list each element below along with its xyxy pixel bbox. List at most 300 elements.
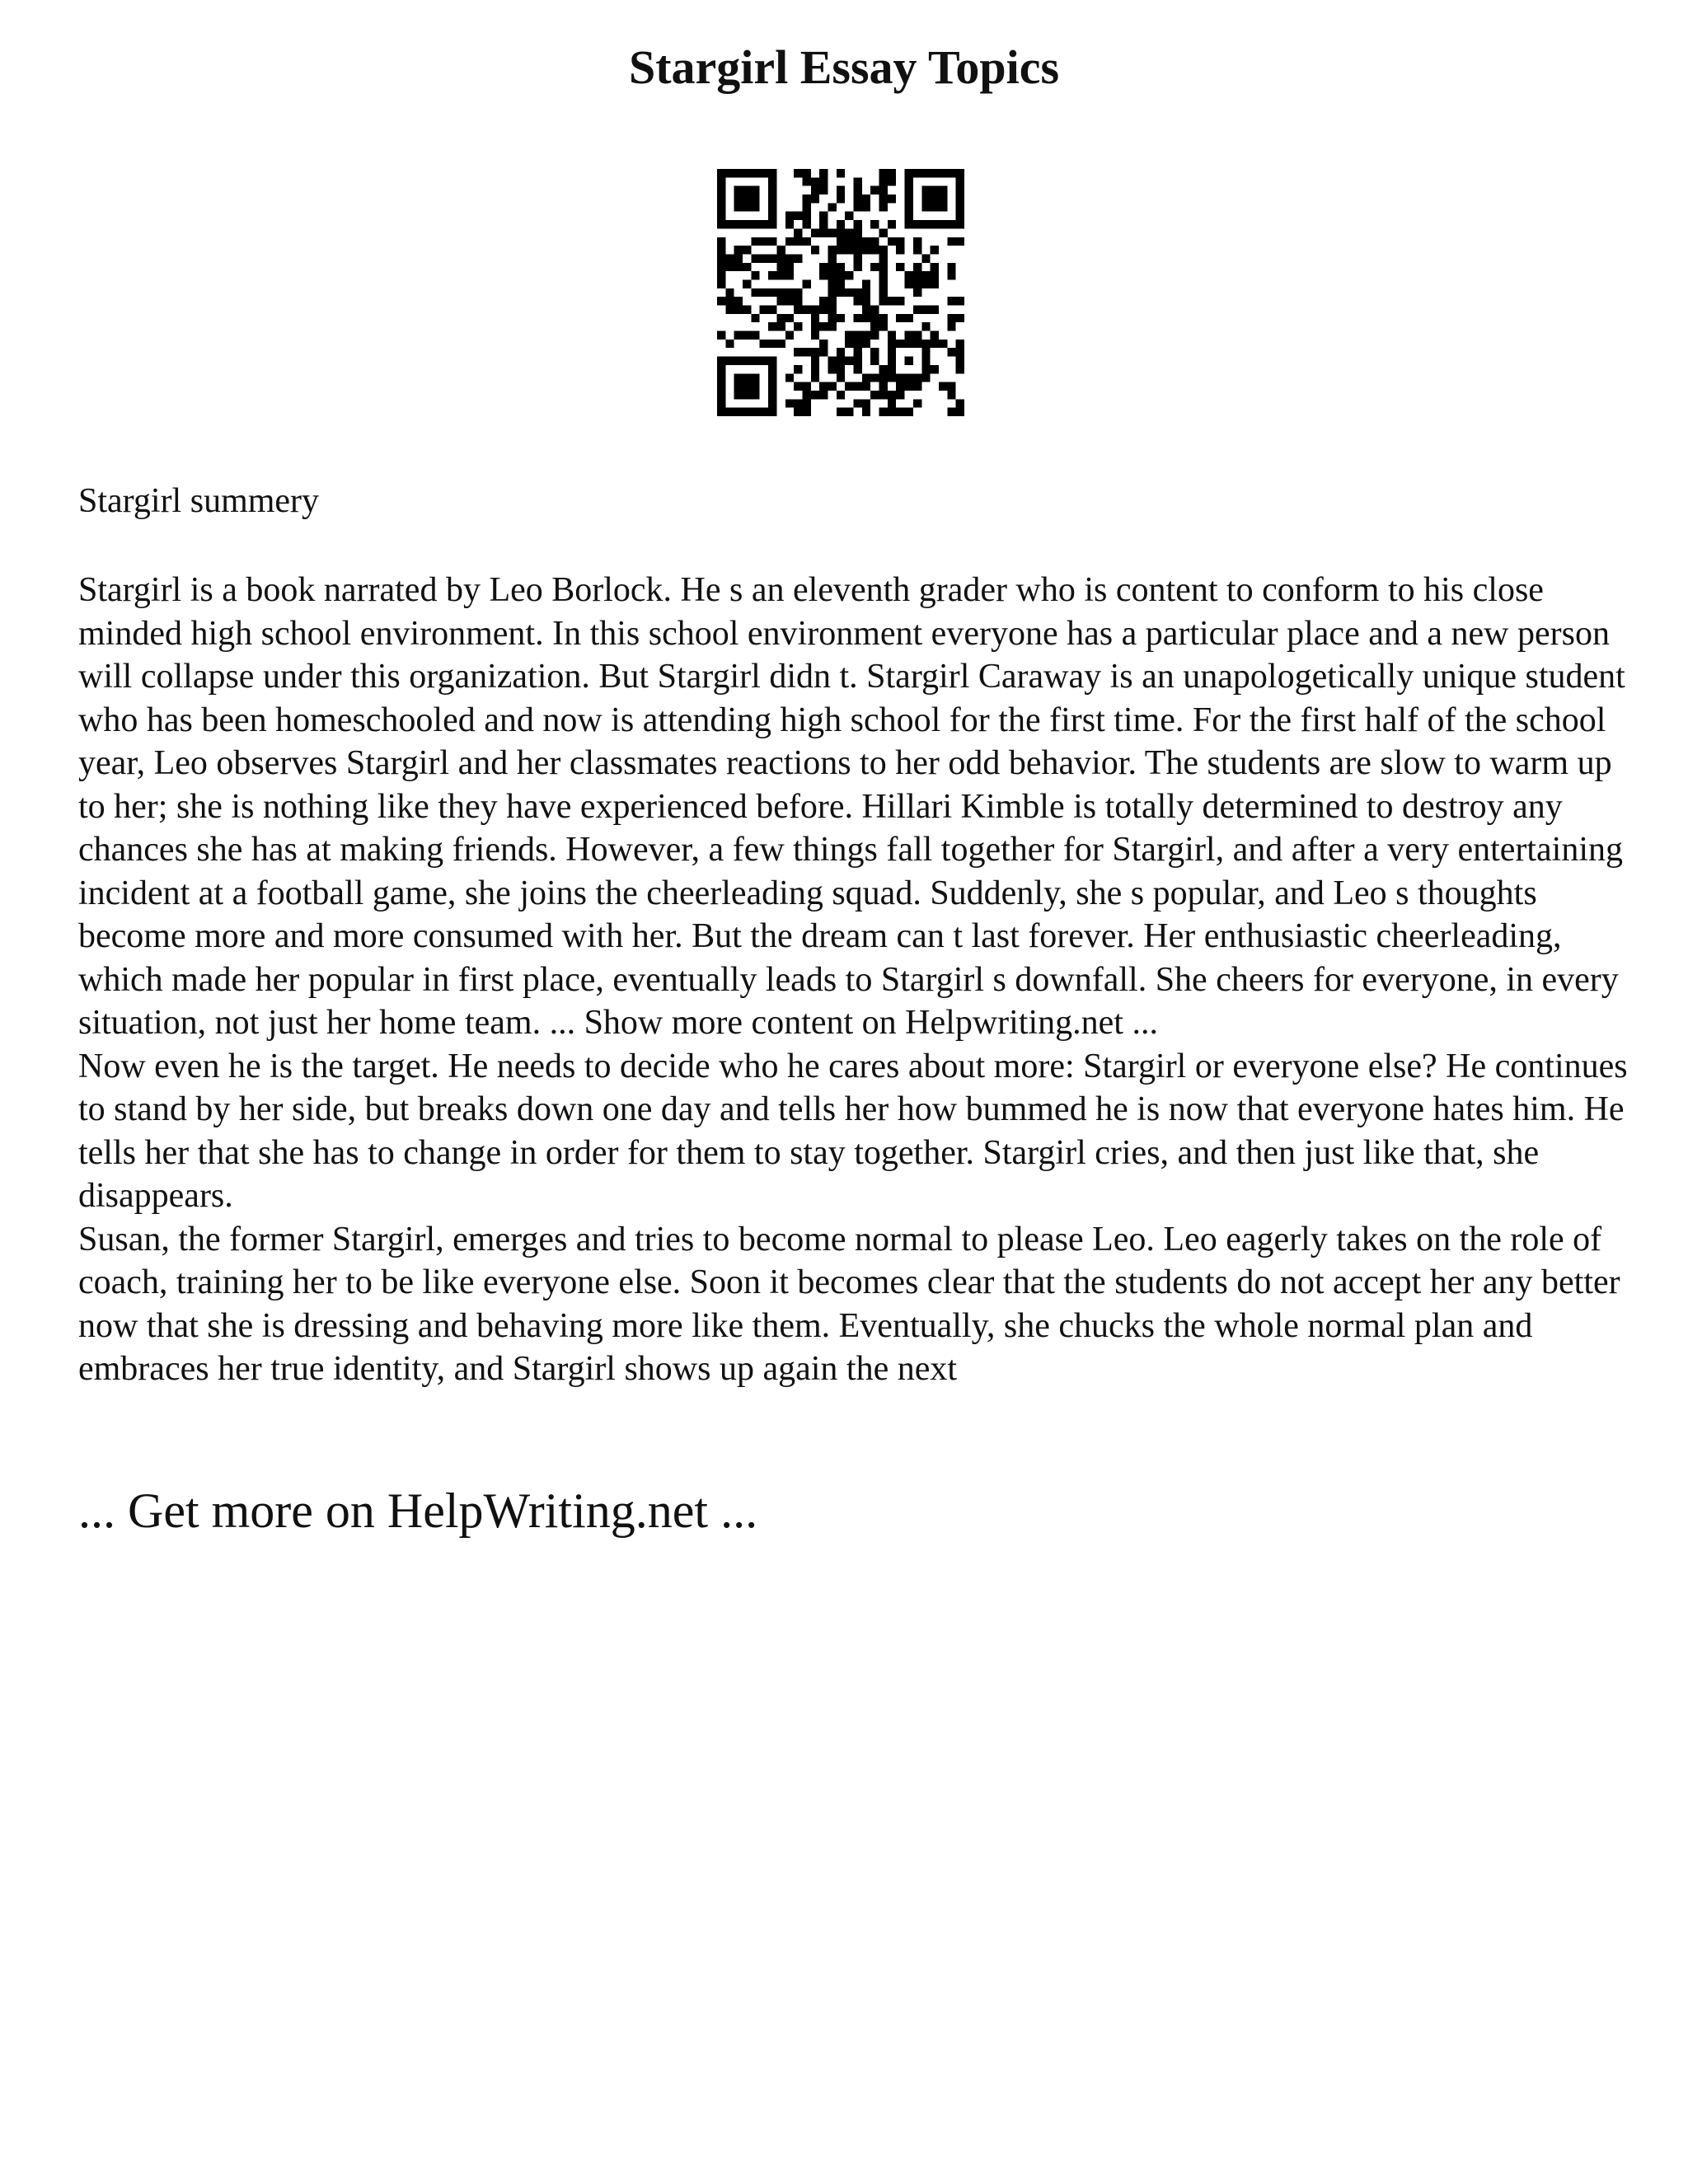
qr-module [837, 228, 845, 237]
qr-module [785, 297, 794, 305]
qr-module [794, 322, 802, 330]
qr-module [905, 331, 913, 340]
qr-module [811, 186, 819, 194]
qr-module [888, 399, 896, 407]
qr-module [743, 279, 751, 288]
qr-module [947, 314, 955, 322]
qr-module [734, 373, 743, 382]
qr-module [785, 212, 794, 220]
qr-module [913, 399, 921, 407]
qr-module [905, 220, 913, 228]
qr-module [913, 340, 921, 348]
qr-module [913, 288, 921, 297]
qr-module [862, 306, 870, 314]
qr-module [879, 246, 888, 254]
qr-module [768, 203, 776, 211]
qr-module [785, 331, 794, 340]
qr-module [837, 348, 845, 356]
qr-module [828, 382, 836, 391]
qr-module [725, 263, 734, 271]
qr-module [879, 365, 888, 373]
essay-body [78, 569, 1628, 1391]
qr-module [794, 399, 802, 407]
qr-module [811, 228, 819, 237]
qr-module [760, 408, 768, 416]
qr-module [751, 331, 759, 340]
qr-module [862, 331, 870, 340]
qr-module [854, 263, 862, 271]
qr-module [734, 246, 743, 254]
qr-module [921, 194, 930, 203]
qr-module [768, 306, 776, 314]
qr-module [717, 279, 725, 288]
qr-module [751, 237, 759, 246]
qr-module [879, 169, 888, 177]
qr-module [845, 288, 853, 297]
qr-module [956, 399, 964, 407]
qr-module [939, 220, 947, 228]
qr-module [947, 382, 955, 391]
qr-module [760, 340, 768, 348]
qr-module [802, 169, 810, 177]
qr-module [785, 271, 794, 279]
qr-module [768, 194, 776, 203]
qr-module [785, 254, 794, 262]
qr-module [768, 186, 776, 194]
qr-module [905, 279, 913, 288]
qr-module [751, 357, 759, 365]
qr-module [751, 169, 759, 177]
qr-module [819, 297, 828, 305]
qr-module [717, 391, 725, 399]
qr-module [743, 391, 751, 399]
qr-module [956, 365, 964, 373]
qr-module [743, 357, 751, 365]
qr-module [888, 340, 896, 348]
qr-module [888, 365, 896, 373]
qr-module [896, 340, 904, 348]
qr-module [717, 194, 725, 203]
qr-module [743, 408, 751, 416]
qr-module [870, 314, 879, 322]
qr-module [811, 177, 819, 185]
qr-module [854, 340, 862, 348]
qr-module [837, 246, 845, 254]
qr-module [854, 186, 862, 194]
qr-module [870, 186, 879, 194]
qr-module [811, 365, 819, 373]
qr-module [776, 340, 785, 348]
qr-module [751, 382, 759, 391]
qr-module [896, 382, 904, 391]
qr-module [785, 399, 794, 407]
qr-module [905, 169, 913, 177]
qr-module [811, 246, 819, 254]
qr-module [725, 306, 734, 314]
qr-module [837, 169, 845, 177]
qr-module [794, 306, 802, 314]
qr-module [845, 382, 853, 391]
qr-module [743, 194, 751, 203]
qr-module [870, 373, 879, 382]
qr-module [931, 306, 939, 314]
qr-module [819, 391, 828, 399]
qr-module [837, 314, 845, 322]
qr-module [956, 340, 964, 348]
qr-module [854, 194, 862, 203]
qr-module [819, 382, 828, 391]
qr-module [913, 263, 921, 271]
qr-module [828, 306, 836, 314]
qr-module [819, 177, 828, 185]
qr-module [717, 271, 725, 279]
qr-module [931, 331, 939, 340]
qr-module [794, 212, 802, 220]
qr-module [921, 203, 930, 211]
qr-module [896, 297, 904, 305]
qr-module [776, 322, 785, 330]
qr-module [794, 297, 802, 305]
qr-module [776, 314, 785, 322]
qr-module [768, 212, 776, 220]
qr-module [913, 246, 921, 254]
qr-module [828, 271, 836, 279]
qr-module [905, 212, 913, 220]
qr-module [956, 237, 964, 246]
qr-module [854, 365, 862, 373]
qr-module [743, 203, 751, 211]
qr-module [734, 391, 743, 399]
qr-module [717, 220, 725, 228]
qr-module [854, 203, 862, 211]
qr-module [845, 271, 853, 279]
qr-module [717, 177, 725, 185]
qr-module [870, 357, 879, 365]
qr-module [717, 186, 725, 194]
qr-module [794, 237, 802, 246]
qr-module [879, 382, 888, 391]
qr-module [734, 382, 743, 391]
qr-module [879, 297, 888, 305]
qr-module [956, 186, 964, 194]
get-more-link[interactable]: ... Get more on HelpWriting.net ... [78, 1483, 758, 1538]
qr-module [819, 271, 828, 279]
qr-module [717, 399, 725, 407]
qr-module [939, 203, 947, 211]
qr-module [956, 203, 964, 211]
qr-module [776, 246, 785, 254]
qr-module [870, 391, 879, 399]
qr-module [717, 237, 725, 246]
qr-module [845, 331, 853, 340]
qr-module [879, 279, 888, 288]
qr-module [921, 322, 930, 330]
qr-module [845, 212, 853, 220]
qr-module [854, 237, 862, 246]
qr-module [870, 322, 879, 330]
qr-module [862, 246, 870, 254]
qr-module [854, 246, 862, 254]
qr-module [837, 373, 845, 382]
qr-module [725, 340, 734, 348]
qr-module [896, 373, 904, 382]
qr-module [751, 271, 759, 279]
qr-module [751, 288, 759, 297]
qr-module [913, 382, 921, 391]
qr-module [785, 373, 794, 382]
qr-module [913, 237, 921, 246]
qr-module [879, 314, 888, 322]
qr-module [760, 288, 768, 297]
qr-module [734, 297, 743, 305]
qr-module [768, 382, 776, 391]
qr-module [734, 331, 743, 340]
qr-module [794, 365, 802, 373]
qr-module [776, 271, 785, 279]
qr-module [768, 391, 776, 399]
qr-module [751, 203, 759, 211]
qr-module [768, 340, 776, 348]
qr-module [811, 391, 819, 399]
qr-module [819, 186, 828, 194]
qr-module [921, 306, 930, 314]
qr-module [905, 382, 913, 391]
qr-module [931, 263, 939, 271]
qr-module [905, 357, 913, 365]
qr-module [751, 391, 759, 399]
qr-module [751, 254, 759, 262]
qr-module [776, 254, 785, 262]
qr-module [819, 220, 828, 228]
qr-module [828, 365, 836, 373]
qr-module [717, 373, 725, 382]
qr-module [947, 169, 955, 177]
qr-module [734, 194, 743, 203]
qr-module [717, 203, 725, 211]
qr-module [888, 357, 896, 365]
qr-module [837, 365, 845, 373]
qr-module [828, 297, 836, 305]
qr-module [802, 237, 810, 246]
qr-module [939, 169, 947, 177]
qr-module [828, 203, 836, 211]
qr-module [760, 220, 768, 228]
qr-module [879, 228, 888, 237]
qr-module [837, 279, 845, 288]
qr-module [734, 169, 743, 177]
qr-module [921, 169, 930, 177]
qr-module [905, 271, 913, 279]
qr-module [743, 382, 751, 391]
document-title: Stargirl Essay Topics [628, 40, 1060, 94]
qr-module [717, 246, 725, 254]
qr-module [913, 331, 921, 340]
qr-module [939, 340, 947, 348]
qr-module [725, 408, 734, 416]
qr-module [785, 263, 794, 271]
qr-module [879, 254, 888, 262]
qr-module [802, 408, 810, 416]
qr-module [862, 194, 870, 203]
qr-module [794, 228, 802, 237]
qr-module [819, 306, 828, 314]
qr-module [828, 279, 836, 288]
qr-module [743, 373, 751, 382]
qr-module [931, 279, 939, 288]
qr-module [854, 314, 862, 322]
qr-module [785, 237, 794, 246]
qr-module [947, 220, 955, 228]
qr-module [956, 348, 964, 356]
qr-module [905, 408, 913, 416]
qr-module [896, 263, 904, 271]
qr-module [717, 169, 725, 177]
qr-module [828, 228, 836, 237]
qr-module [768, 237, 776, 246]
qr-module [802, 306, 810, 314]
qr-module [751, 314, 759, 322]
qr-module [896, 408, 904, 416]
qr-module [794, 288, 802, 297]
qr-module [931, 186, 939, 194]
qr-module [751, 194, 759, 203]
essay-paragraph: Stargirl is a book narrated by Leo Borlock. He s an eleventh grader who is content to conform to his close minded high school environment. In this school environment everyone has a particular place and a new person will collapse under this organization. But Stargirl didn t. Stargirl Caraway is an unapologetically unique student who has been homeschooled and now is attending high school for the first time. For the first half of the school year, Leo observes Stargirl and her classmates reactions to her odd behavior. The students are slow to warm up to her; she is nothing like they have experienced before. Hillari Kimble is totally determined to destroy any chances she has at making friends. However, a few things fall together for Stargirl, and after a very entertaining incident at a football game, she joins the cheerleading squad. Suddenly, she s popular, and Leo s thoughts become more and more consumed with her. But the dream can t last forever. Her enthusiastic cheerleading, which made her popular in first place, eventually leads to Stargirl s downfall. She cheers for everyone, in every situation, not just her home team. ... Show more content on Helpwriting.net ... [78, 571, 1625, 1042]
qr-module [837, 263, 845, 271]
qr-module [862, 279, 870, 288]
qr-module [734, 203, 743, 211]
qr-module [802, 220, 810, 228]
qr-module [837, 288, 845, 297]
qr-module [854, 297, 862, 305]
qr-module [913, 306, 921, 314]
qr-module [828, 322, 836, 330]
qr-module [913, 279, 921, 288]
qr-module [785, 288, 794, 297]
qr-module [956, 357, 964, 365]
qr-module [888, 169, 896, 177]
qr-module [743, 263, 751, 271]
qr-module [734, 357, 743, 365]
qr-module [870, 220, 879, 228]
essay-paragraph: Susan, the former Stargirl, emerges and tries to become normal to please Leo. Leo eagerly takes on the role of coach, training her to be like everyone else. Soon it becomes clear that the students do not accept her any better now that she is dressing and behaving more like them. Eventually, she chucks the whole normal plan and embraces her true identity, and Stargirl shows up again the next [78, 1220, 1620, 1388]
qr-module [760, 237, 768, 246]
qr-module [870, 306, 879, 314]
qr-module [794, 408, 802, 416]
qr-module [888, 331, 896, 340]
qr-module [862, 288, 870, 297]
qr-module [947, 263, 955, 271]
qr-module [854, 288, 862, 297]
qr-module [870, 246, 879, 254]
qr-module [819, 322, 828, 330]
qr-module [794, 348, 802, 356]
qr-module [888, 373, 896, 382]
qr-module [921, 373, 930, 382]
qr-module [862, 297, 870, 305]
qr-module [734, 306, 743, 314]
qr-module [768, 169, 776, 177]
qr-module [802, 194, 810, 203]
qr-module [819, 169, 828, 177]
qr-module [921, 348, 930, 356]
qr-module [743, 306, 751, 314]
qr-module [862, 237, 870, 246]
qr-module [768, 220, 776, 228]
qr-module [854, 220, 862, 228]
qr-module [854, 177, 862, 185]
qr-module [870, 237, 879, 246]
qr-module [947, 237, 955, 246]
qr-module [776, 297, 785, 305]
qr-module [947, 391, 955, 399]
qr-module [845, 228, 853, 237]
qr-module [802, 212, 810, 220]
qr-module [905, 203, 913, 211]
qr-module [888, 237, 896, 246]
qr-module [811, 314, 819, 322]
qr-module [743, 169, 751, 177]
qr-module [837, 186, 845, 194]
qr-module [751, 373, 759, 382]
qr-module [819, 348, 828, 356]
qr-module [879, 288, 888, 297]
qr-module [931, 365, 939, 373]
qr-module [888, 177, 896, 185]
qr-module [921, 340, 930, 348]
qr-module [819, 228, 828, 237]
qr-module [862, 408, 870, 416]
qr-module [802, 203, 810, 211]
qr-module [837, 194, 845, 203]
qr-module [768, 373, 776, 382]
qr-module [956, 194, 964, 203]
qr-module [717, 382, 725, 391]
qr-module [921, 271, 930, 279]
qr-module [725, 297, 734, 305]
qr-module [913, 169, 921, 177]
qr-module [734, 408, 743, 416]
qr-module [947, 271, 955, 279]
qr-module [896, 314, 904, 322]
qr-module [862, 373, 870, 382]
qr-module [921, 254, 930, 262]
qr-module [828, 254, 836, 262]
qr-module [760, 357, 768, 365]
qr-module [811, 306, 819, 314]
qr-module [870, 331, 879, 340]
qr-module [725, 220, 734, 228]
qr-module [837, 237, 845, 246]
qr-module [845, 357, 853, 365]
qr-module [768, 399, 776, 407]
qr-module [931, 271, 939, 279]
qr-module [956, 169, 964, 177]
qr-module [905, 314, 913, 322]
qr-module [725, 288, 734, 297]
qr-module [837, 271, 845, 279]
qr-module [828, 263, 836, 271]
qr-module [862, 340, 870, 348]
qr-module [888, 194, 896, 203]
qr-module [939, 194, 947, 203]
qr-module [870, 263, 879, 271]
qr-module [734, 220, 743, 228]
qr-module [794, 169, 802, 177]
qr-module [931, 169, 939, 177]
qr-module [734, 254, 743, 262]
qr-module [751, 220, 759, 228]
qr-module [845, 340, 853, 348]
